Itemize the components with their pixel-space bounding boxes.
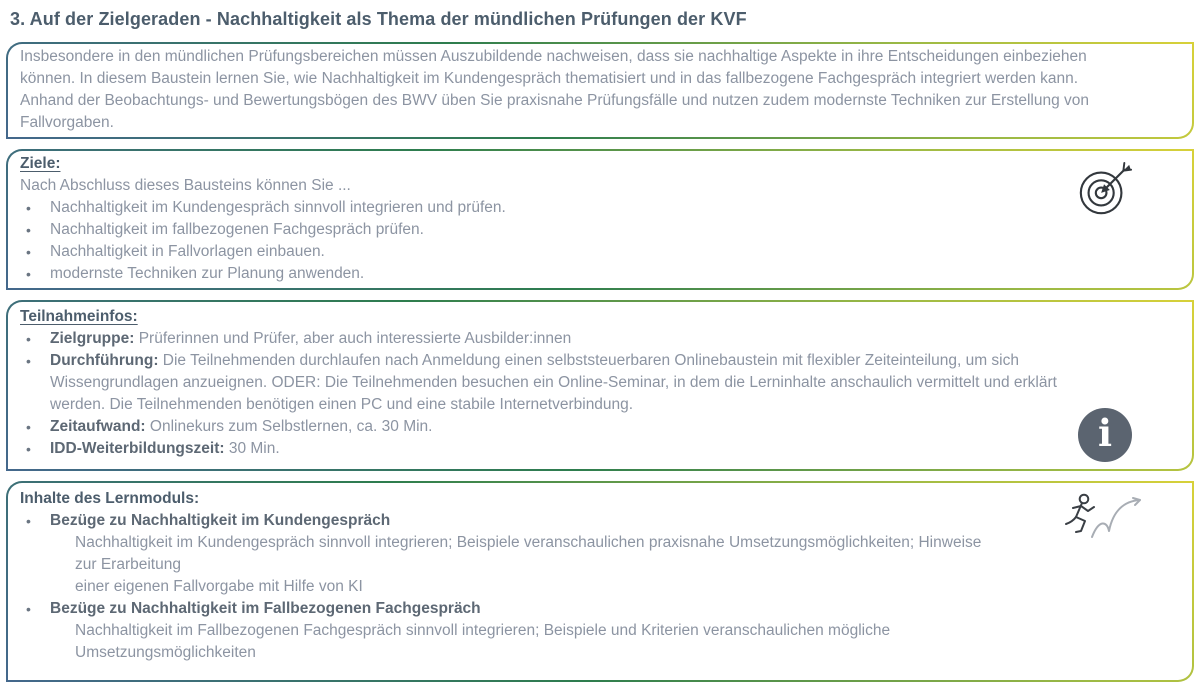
bullet-dot: • bbox=[26, 513, 31, 529]
list-item bbox=[20, 197, 1180, 219]
target-icon bbox=[1076, 161, 1134, 219]
page-title: 3. Auf der Zielgeraden - Nachhaltigkeit als Thema der mündlichen Prüfungen der KVF bbox=[10, 9, 747, 29]
bullet-dot: • bbox=[26, 441, 31, 457]
bullet-dot: • bbox=[26, 419, 31, 435]
goals-box-content bbox=[8, 151, 1192, 288]
item-text: Prüferinnen und Prüfer, aber auch interessierte Ausbilder:innen bbox=[138, 330, 572, 347]
content-item-description bbox=[75, 532, 1060, 598]
item-label: Zielgruppe: bbox=[50, 330, 135, 347]
bullet-dot: • bbox=[26, 601, 31, 617]
bullet-dot: • bbox=[26, 222, 31, 238]
description-line: Nachhaltigkeit im Fallbezogenen Fachgespräch sinnvoll integrieren; Beispiele und Kriterien veranschaulichen mögliche Umsetzungsmöglichkeiten bbox=[75, 622, 891, 661]
bullet-dot: • bbox=[26, 200, 31, 216]
goal-item-text: Nachhaltigkeit im fallbezogenen Fachgespräch prüfen. bbox=[50, 221, 424, 238]
list-item bbox=[20, 263, 1180, 285]
info-icon-glyph: i bbox=[1097, 410, 1113, 455]
list-item bbox=[20, 219, 1180, 241]
participation-item bbox=[50, 328, 1180, 350]
item-text: Onlinekurs zum Selbstlernen, ca. 30 Min. bbox=[149, 418, 433, 435]
description-line: Nachhaltigkeit im Kundengespräch sinnvoll integrieren; Beispiele veranschaulichen praxisnahe Umsetzungsmöglichkeiten; Hinweise zur Erarbeitung bbox=[75, 534, 982, 573]
intro-line: können. In diesem Baustein lernen Sie, wie Nachhaltigkeit im Kundengespräch thematisiert und in das fallbezogene Fachgespräch integriert werden kann. bbox=[20, 70, 1079, 87]
content-item-title: Bezüge zu Nachhaltigkeit im Kundengespräch bbox=[50, 512, 391, 529]
list-item bbox=[20, 328, 1180, 350]
list-item bbox=[20, 241, 1180, 263]
participation-item bbox=[50, 438, 1180, 460]
goal-item-text: Nachhaltigkeit in Fallvorlagen einbauen. bbox=[50, 243, 325, 260]
info-icon bbox=[1078, 408, 1132, 462]
item-label: Zeitaufwand: bbox=[50, 418, 146, 435]
intro-box bbox=[6, 42, 1194, 139]
participation-box bbox=[6, 300, 1194, 471]
bullet-dot: • bbox=[26, 331, 31, 347]
description-line: einer eigenen Fallvorgabe mit Hilfe von KI bbox=[75, 578, 363, 595]
intro-line: Anhand der Beobachtungs- und Bewertungsbögen des BWV üben Sie praxisnahe Prüfungsfälle und nutzen zudem modernste Techniken zur Erstellung von bbox=[20, 92, 1090, 109]
content-item bbox=[50, 510, 1180, 598]
contents-box-content bbox=[8, 483, 1192, 680]
goals-heading: Ziele: bbox=[20, 155, 61, 172]
goal-item-text: modernste Techniken zur Planung anwenden. bbox=[50, 265, 365, 282]
contents-heading: Inhalte des Lernmoduls: bbox=[20, 490, 200, 507]
contents-box bbox=[6, 481, 1194, 682]
list-item bbox=[20, 350, 1180, 416]
content-item-title: Bezüge zu Nachhaltigkeit im Fallbezogenen Fachgespräch bbox=[50, 600, 481, 617]
participation-box-content bbox=[8, 302, 1192, 469]
goal-item-text: Nachhaltigkeit im Kundengespräch sinnvoll integrieren und prüfen. bbox=[50, 199, 506, 216]
item-text-line: Die Teilnehmenden durchlaufen nach Anmeldung einen selbststeuerbaren Onlinebaustein mit flexibler Zeiteinteilung, um sich bbox=[162, 352, 1019, 369]
item-label: IDD-Weiterbildungszeit: bbox=[50, 440, 225, 457]
goals-box bbox=[6, 149, 1194, 290]
item-text: 30 Min. bbox=[228, 440, 280, 457]
intro-box-content bbox=[8, 44, 1192, 137]
participation-heading: Teilnahmeinfos: bbox=[20, 308, 138, 325]
list-item bbox=[20, 416, 1180, 438]
item-text-line: Wissengrundlagen anzueignen. ODER: Die Teilnehmenden besuchen ein Online-Seminar, in dem die Lerninhalte anschaulich vermittelt und erklärt bbox=[50, 374, 1057, 391]
participation-item bbox=[50, 350, 1180, 416]
content-item-description bbox=[75, 620, 1060, 664]
runner-icon bbox=[1062, 491, 1158, 543]
list-item bbox=[20, 598, 1180, 664]
bullet-dot: • bbox=[26, 244, 31, 260]
bullet-dot: • bbox=[26, 266, 31, 282]
list-item bbox=[20, 438, 1180, 460]
intro-paragraph bbox=[20, 46, 1180, 134]
intro-line: Fallvorgaben. bbox=[20, 114, 114, 131]
list-item bbox=[20, 510, 1180, 598]
item-label: Durchführung: bbox=[50, 352, 159, 369]
bullet-dot: • bbox=[26, 353, 31, 369]
participation-item bbox=[50, 416, 1180, 438]
content-item bbox=[50, 598, 1180, 664]
intro-line: Insbesondere in den mündlichen Prüfungsbereichen müssen Auszubildende nachweisen, dass sie nachhaltige Aspekte in ihre Entscheidungen einbeziehen bbox=[20, 48, 1087, 65]
item-text-line: werden. Die Teilnehmenden benötigen einen PC und eine stabile Internetverbindung. bbox=[50, 396, 634, 413]
goals-intro: Nach Abschluss dieses Bausteins können Sie ... bbox=[20, 177, 351, 194]
